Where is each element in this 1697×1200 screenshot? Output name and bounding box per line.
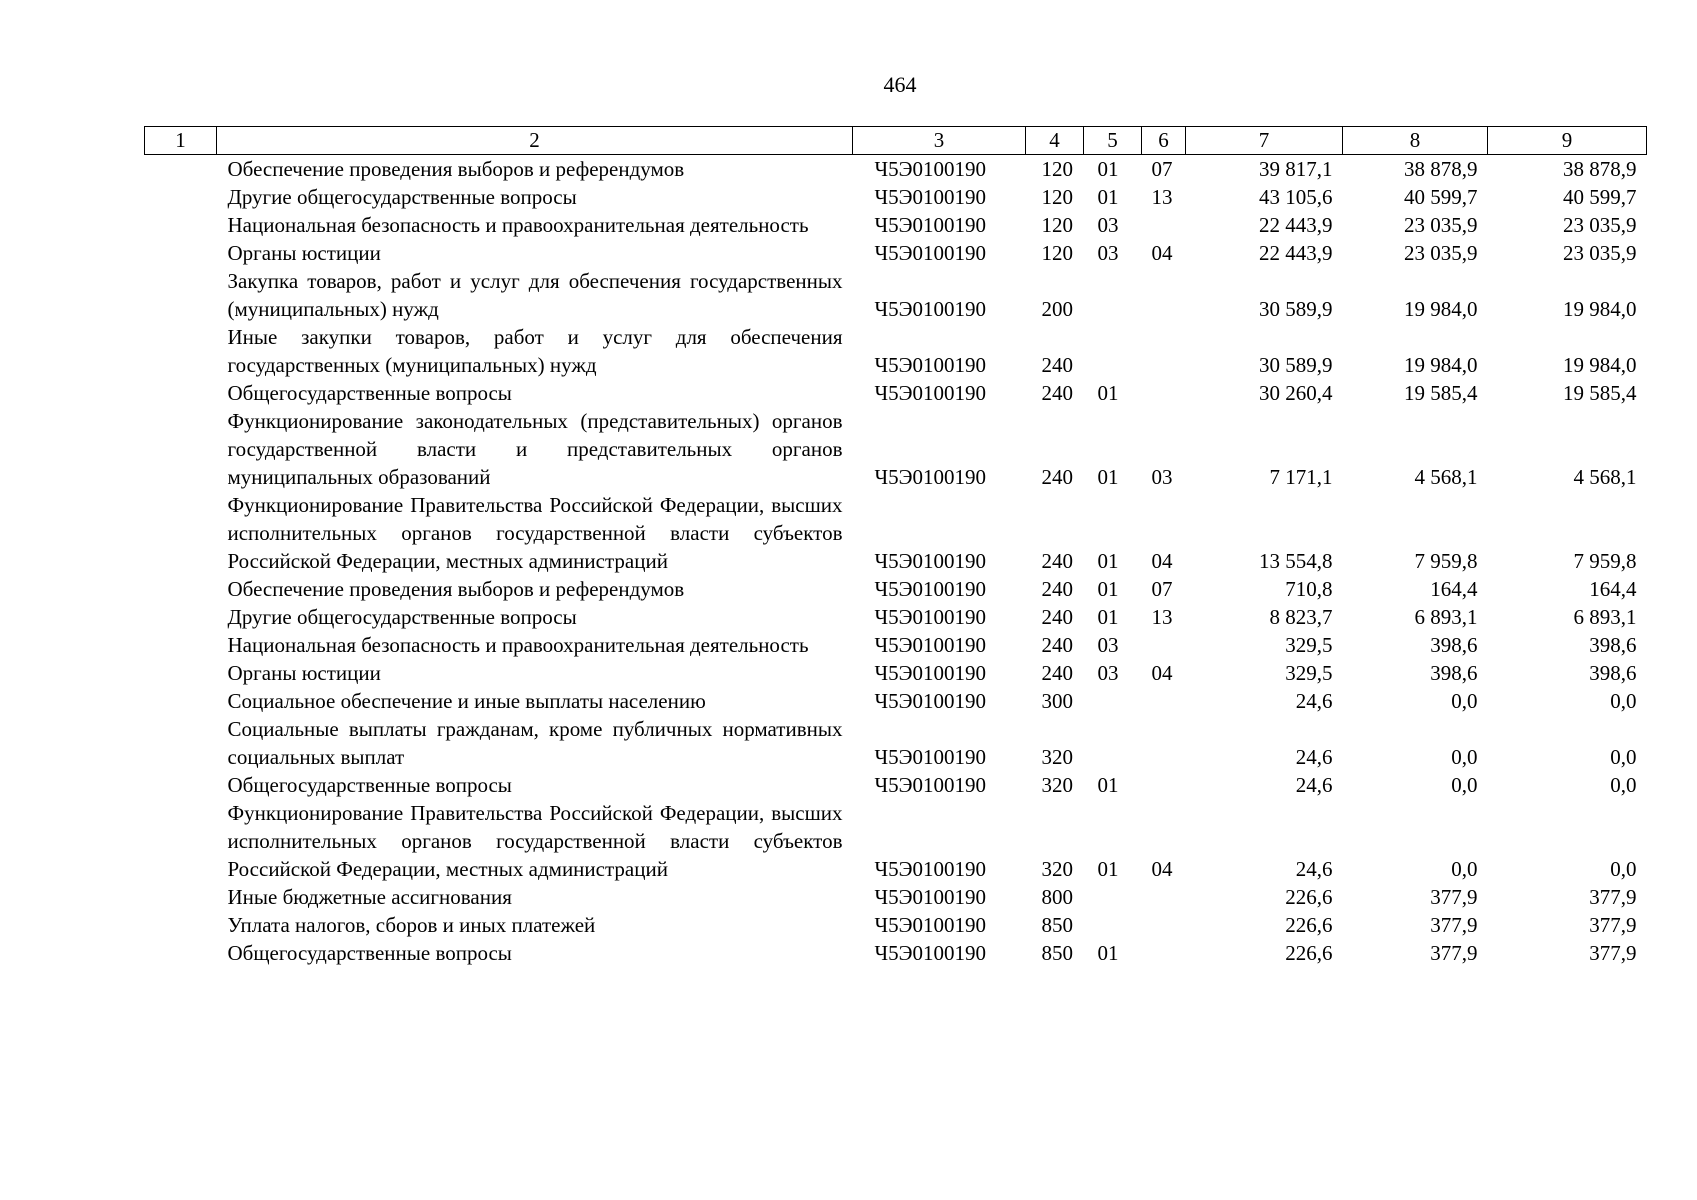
row-name-cell: Национальная безопасность и правоохранительная деятельность — [227, 633, 809, 657]
row-section-cell: 03 — [1097, 661, 1119, 685]
row-target-code-cell: Ч5Э0100190 — [874, 885, 987, 909]
row-subsection-cell — [1142, 379, 1186, 407]
row-spacer-cell — [145, 939, 217, 967]
row-amount-cell: 226,6 — [1285, 885, 1333, 909]
row-expense-type-cell: 240 — [1041, 549, 1073, 573]
row-expense-type-cell: 240 — [1041, 577, 1073, 601]
row-amount-cell: 0,0 — [1610, 745, 1637, 769]
table-row — [145, 659, 1647, 687]
row-expense-type-cell: 300 — [1041, 689, 1073, 713]
row-subsection-cell — [1142, 323, 1186, 379]
row-subsection-cell: 13 — [1151, 605, 1173, 629]
row-subsection-cell — [1142, 771, 1186, 799]
row-expense-type-cell: 240 — [1041, 605, 1073, 629]
row-subsection-cell — [1142, 211, 1186, 239]
row-spacer-cell — [145, 799, 217, 883]
row-target-code-cell: Ч5Э0100190 — [874, 661, 987, 685]
header-cell-5: 5 — [1084, 127, 1142, 155]
row-target-code-cell: Ч5Э0100190 — [874, 577, 987, 601]
row-name-cell: Функционирование Правительства Российской Федерации, высших исполнительных органов государственной власти субъектов Российской Федерации, местных администраций — [227, 493, 843, 573]
row-subsection-cell — [1142, 687, 1186, 715]
row-expense-type-cell: 240 — [1041, 661, 1073, 685]
row-amount-cell: 377,9 — [1589, 913, 1637, 937]
header-cell-4: 4 — [1026, 127, 1084, 155]
row-amount-cell: 0,0 — [1610, 773, 1637, 797]
row-expense-type-cell: 120 — [1041, 185, 1073, 209]
row-amount-cell: 23 035,9 — [1563, 241, 1637, 265]
row-subsection-cell: 07 — [1151, 577, 1173, 601]
table-row — [145, 715, 1647, 771]
row-name-cell: Органы юстиции — [227, 661, 381, 685]
table-row — [145, 799, 1647, 883]
row-spacer-cell — [145, 771, 217, 799]
row-target-code-cell: Ч5Э0100190 — [874, 213, 987, 237]
row-amount-cell: 24,6 — [1295, 857, 1333, 881]
row-amount-cell: 377,9 — [1589, 885, 1637, 909]
table-row — [145, 211, 1647, 239]
row-spacer-cell — [145, 211, 217, 239]
row-name-cell: Иные бюджетные ассигнования — [227, 885, 512, 909]
row-section-cell — [1084, 911, 1142, 939]
table-row — [145, 407, 1647, 491]
row-amount-cell: 19 984,0 — [1404, 353, 1478, 377]
row-subsection-cell: 13 — [1151, 185, 1173, 209]
row-target-code-cell: Ч5Э0100190 — [874, 185, 987, 209]
row-subsection-cell: 07 — [1151, 157, 1173, 181]
row-section-cell: 01 — [1097, 605, 1119, 629]
row-target-code-cell: Ч5Э0100190 — [874, 941, 987, 965]
row-spacer-cell — [145, 659, 217, 687]
row-expense-type-cell: 120 — [1041, 157, 1073, 181]
row-spacer-cell — [145, 883, 217, 911]
row-expense-type-cell: 120 — [1041, 241, 1073, 265]
row-target-code-cell: Ч5Э0100190 — [874, 549, 987, 573]
row-target-code-cell: Ч5Э0100190 — [874, 745, 987, 769]
row-expense-type-cell: 850 — [1041, 913, 1073, 937]
row-section-cell: 01 — [1097, 549, 1119, 573]
row-target-code-cell: Ч5Э0100190 — [874, 633, 987, 657]
row-amount-cell: 377,9 — [1589, 941, 1637, 965]
row-amount-cell: 8 823,7 — [1269, 605, 1333, 629]
row-name-cell: Обеспечение проведения выборов и референдумов — [227, 577, 685, 601]
row-target-code-cell: Ч5Э0100190 — [874, 381, 987, 405]
row-section-cell — [1084, 715, 1142, 771]
row-amount-cell: 0,0 — [1451, 773, 1478, 797]
row-amount-cell: 0,0 — [1451, 745, 1478, 769]
row-subsection-cell — [1142, 715, 1186, 771]
row-spacer-cell — [145, 603, 217, 631]
table-row — [145, 155, 1647, 184]
row-amount-cell: 4 568,1 — [1573, 465, 1637, 489]
row-target-code-cell: Ч5Э0100190 — [874, 297, 987, 321]
row-target-code-cell: Ч5Э0100190 — [874, 689, 987, 713]
row-target-code-cell: Ч5Э0100190 — [874, 857, 987, 881]
table-row — [145, 575, 1647, 603]
row-name-cell: Социальное обеспечение и иные выплаты населению — [227, 689, 706, 713]
row-target-code-cell: Ч5Э0100190 — [874, 913, 987, 937]
row-section-cell — [1084, 687, 1142, 715]
table-row — [145, 631, 1647, 659]
row-amount-cell: 40 599,7 — [1404, 185, 1478, 209]
row-section-cell: 01 — [1097, 941, 1119, 965]
row-spacer-cell — [145, 631, 217, 659]
row-amount-cell: 30 589,9 — [1259, 297, 1333, 321]
row-target-code-cell: Ч5Э0100190 — [874, 157, 987, 181]
row-spacer-cell — [145, 183, 217, 211]
table-row — [145, 687, 1647, 715]
table-row — [145, 883, 1647, 911]
table-row — [145, 379, 1647, 407]
row-spacer-cell — [145, 575, 217, 603]
row-subsection-cell: 04 — [1151, 661, 1173, 685]
row-amount-cell: 398,6 — [1430, 661, 1478, 685]
row-subsection-cell: 03 — [1151, 465, 1173, 489]
row-amount-cell: 7 959,8 — [1573, 549, 1637, 573]
row-amount-cell: 22 443,9 — [1259, 213, 1333, 237]
row-amount-cell: 19 585,4 — [1404, 381, 1478, 405]
row-name-cell: Закупка товаров, работ и услуг для обеспечения государственных (муниципальных) нужд — [227, 269, 843, 321]
row-spacer-cell — [145, 687, 217, 715]
table-row — [145, 323, 1647, 379]
row-name-cell: Социальные выплаты гражданам, кроме публичных нормативных социальных выплат — [227, 717, 843, 769]
row-amount-cell: 19 585,4 — [1563, 381, 1637, 405]
row-amount-cell: 43 105,6 — [1259, 185, 1333, 209]
row-amount-cell: 39 817,1 — [1259, 157, 1333, 181]
row-spacer-cell — [145, 407, 217, 491]
header-cell-2: 2 — [217, 127, 853, 155]
row-amount-cell: 13 554,8 — [1259, 549, 1333, 573]
row-subsection-cell — [1142, 939, 1186, 967]
row-amount-cell: 40 599,7 — [1563, 185, 1637, 209]
row-expense-type-cell: 240 — [1041, 465, 1073, 489]
row-target-code-cell: Ч5Э0100190 — [874, 241, 987, 265]
row-section-cell: 03 — [1097, 633, 1119, 657]
row-section-cell — [1084, 323, 1142, 379]
row-amount-cell: 7 171,1 — [1269, 465, 1333, 489]
row-amount-cell: 164,4 — [1430, 577, 1478, 601]
row-amount-cell: 30 260,4 — [1259, 381, 1333, 405]
row-subsection-cell — [1142, 267, 1186, 323]
row-amount-cell: 398,6 — [1589, 633, 1637, 657]
row-amount-cell: 0,0 — [1610, 857, 1637, 881]
row-amount-cell: 38 878,9 — [1404, 157, 1478, 181]
row-spacer-cell — [145, 491, 217, 575]
row-spacer-cell — [145, 239, 217, 267]
row-amount-cell: 38 878,9 — [1563, 157, 1637, 181]
row-amount-cell: 19 984,0 — [1563, 297, 1637, 321]
row-amount-cell: 164,4 — [1589, 577, 1637, 601]
row-amount-cell: 6 893,1 — [1414, 605, 1478, 629]
page-number: 464 — [883, 72, 917, 97]
row-name-cell: Обеспечение проведения выборов и референдумов — [227, 157, 685, 181]
row-amount-cell: 23 035,9 — [1404, 213, 1478, 237]
row-amount-cell: 7 959,8 — [1414, 549, 1478, 573]
row-name-cell: Функционирование законодательных (представительных) органов государственной власти и представительных органов муниципальных образований — [227, 409, 843, 489]
row-amount-cell: 30 589,9 — [1259, 353, 1333, 377]
row-amount-cell: 0,0 — [1451, 689, 1478, 713]
row-section-cell: 01 — [1097, 773, 1119, 797]
row-subsection-cell: 04 — [1151, 857, 1173, 881]
table-row — [145, 771, 1647, 799]
row-name-cell: Органы юстиции — [227, 241, 381, 265]
row-amount-cell: 226,6 — [1285, 913, 1333, 937]
row-section-cell: 03 — [1097, 213, 1119, 237]
row-section-cell: 01 — [1097, 577, 1119, 601]
row-name-cell: Иные закупки товаров, работ и услуг для обеспечения государственных (муниципальных) нужд — [227, 325, 843, 377]
header-row — [145, 127, 1647, 155]
table-row — [145, 491, 1647, 575]
table-row — [145, 939, 1647, 967]
row-subsection-cell: 04 — [1151, 549, 1173, 573]
row-expense-type-cell: 200 — [1041, 297, 1073, 321]
row-amount-cell: 19 984,0 — [1563, 353, 1637, 377]
row-subsection-cell — [1142, 883, 1186, 911]
row-amount-cell: 710,8 — [1285, 577, 1333, 601]
row-section-cell — [1084, 883, 1142, 911]
row-amount-cell: 6 893,1 — [1573, 605, 1637, 629]
row-amount-cell: 23 035,9 — [1404, 241, 1478, 265]
row-expense-type-cell: 320 — [1041, 857, 1073, 881]
row-amount-cell: 0,0 — [1610, 689, 1637, 713]
row-name-cell: Общегосударственные вопросы — [227, 381, 512, 405]
row-amount-cell: 377,9 — [1430, 885, 1478, 909]
header-cell-1: 1 — [145, 127, 217, 155]
table-row — [145, 267, 1647, 323]
row-spacer-cell — [145, 155, 217, 184]
row-section-cell: 01 — [1097, 185, 1119, 209]
row-spacer-cell — [145, 379, 217, 407]
row-name-cell: Уплата налогов, сборов и иных платежей — [227, 913, 596, 937]
row-target-code-cell: Ч5Э0100190 — [874, 773, 987, 797]
header-cell-9: 9 — [1488, 127, 1647, 155]
row-name-cell: Другие общегосударственные вопросы — [227, 605, 577, 629]
row-amount-cell: 24,6 — [1295, 689, 1333, 713]
row-expense-type-cell: 320 — [1041, 745, 1073, 769]
row-subsection-cell — [1142, 631, 1186, 659]
row-name-cell: Другие общегосударственные вопросы — [227, 185, 577, 209]
row-spacer-cell — [145, 911, 217, 939]
row-section-cell: 01 — [1097, 857, 1119, 881]
row-expense-type-cell: 850 — [1041, 941, 1073, 965]
header-cell-7: 7 — [1186, 127, 1343, 155]
row-section-cell: 01 — [1097, 381, 1119, 405]
row-name-cell: Национальная безопасность и правоохранительная деятельность — [227, 213, 809, 237]
row-spacer-cell — [145, 267, 217, 323]
row-amount-cell: 398,6 — [1430, 633, 1478, 657]
row-section-cell: 03 — [1097, 241, 1119, 265]
row-expense-type-cell: 240 — [1041, 353, 1073, 377]
row-target-code-cell: Ч5Э0100190 — [874, 353, 987, 377]
table-row — [145, 911, 1647, 939]
budget-table — [144, 126, 1647, 967]
row-amount-cell: 377,9 — [1430, 913, 1478, 937]
header-cell-6: 6 — [1142, 127, 1186, 155]
row-amount-cell: 4 568,1 — [1414, 465, 1478, 489]
row-amount-cell: 398,6 — [1589, 661, 1637, 685]
row-target-code-cell: Ч5Э0100190 — [874, 605, 987, 629]
row-amount-cell: 22 443,9 — [1259, 241, 1333, 265]
row-expense-type-cell: 320 — [1041, 773, 1073, 797]
row-subsection-cell — [1142, 911, 1186, 939]
row-amount-cell: 0,0 — [1451, 857, 1478, 881]
row-section-cell: 01 — [1097, 157, 1119, 181]
row-spacer-cell — [145, 323, 217, 379]
row-amount-cell: 329,5 — [1285, 661, 1333, 685]
row-amount-cell: 24,6 — [1295, 745, 1333, 769]
row-expense-type-cell: 240 — [1041, 633, 1073, 657]
row-amount-cell: 377,9 — [1430, 941, 1478, 965]
row-expense-type-cell: 240 — [1041, 381, 1073, 405]
row-section-cell: 01 — [1097, 465, 1119, 489]
row-name-cell: Общегосударственные вопросы — [227, 941, 512, 965]
row-name-cell: Общегосударственные вопросы — [227, 773, 512, 797]
table-row — [145, 239, 1647, 267]
header-cell-8: 8 — [1343, 127, 1488, 155]
row-target-code-cell: Ч5Э0100190 — [874, 465, 987, 489]
row-amount-cell: 24,6 — [1295, 773, 1333, 797]
row-amount-cell: 329,5 — [1285, 633, 1333, 657]
row-expense-type-cell: 800 — [1041, 885, 1073, 909]
row-subsection-cell: 04 — [1151, 241, 1173, 265]
row-expense-type-cell: 120 — [1041, 213, 1073, 237]
row-section-cell — [1084, 267, 1142, 323]
header-cell-3: 3 — [853, 127, 1026, 155]
row-name-cell: Функционирование Правительства Российской Федерации, высших исполнительных органов государственной власти субъектов Российской Федерации, местных администраций — [227, 801, 843, 881]
table-row — [145, 603, 1647, 631]
row-spacer-cell — [145, 715, 217, 771]
row-amount-cell: 19 984,0 — [1404, 297, 1478, 321]
row-amount-cell: 226,6 — [1285, 941, 1333, 965]
row-amount-cell: 23 035,9 — [1563, 213, 1637, 237]
table-body — [145, 155, 1647, 968]
table-row — [145, 183, 1647, 211]
